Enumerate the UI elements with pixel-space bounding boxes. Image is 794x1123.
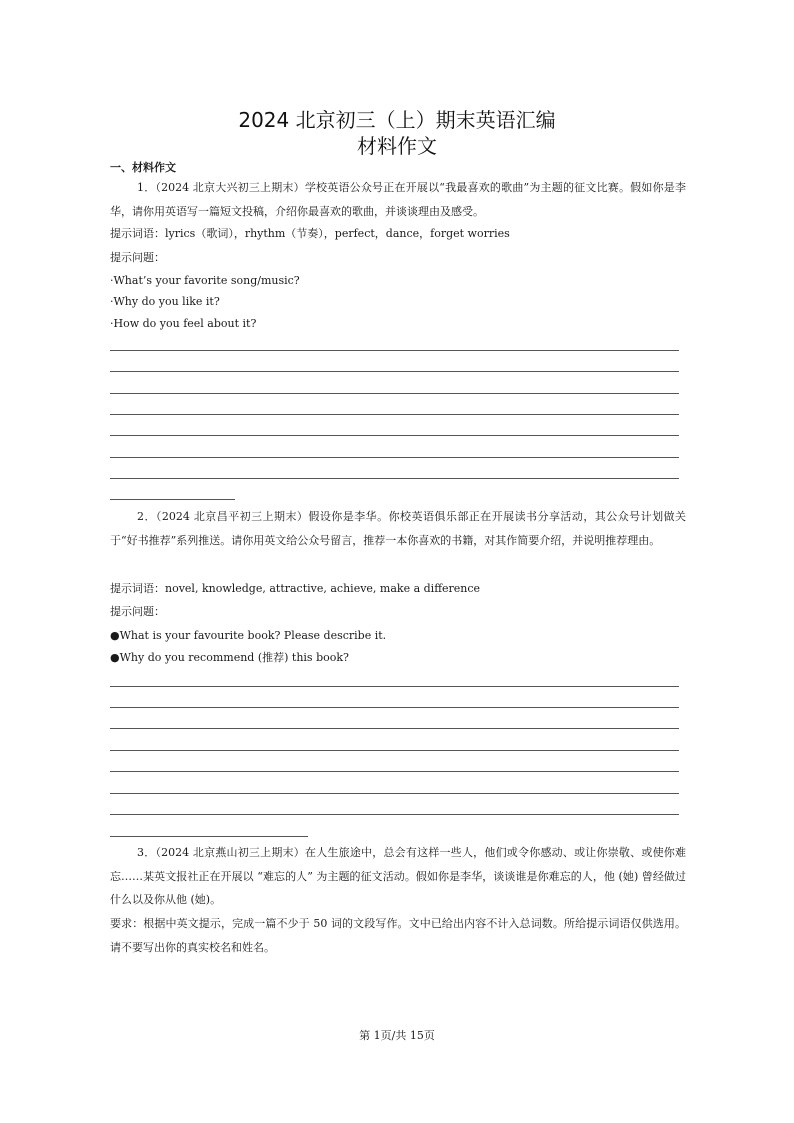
page-number: 第 1页/共 15页: [359, 1029, 435, 1042]
q1-hint-questions-label: 提示问题：: [110, 251, 165, 264]
q2-answer-line-end[interactable]: [110, 836, 308, 837]
q2-answer-line[interactable]: [110, 814, 679, 815]
q2-text: （2024 北京昌平初三上期末）假设你是李华。你校英语俱乐部正在开展读书分享活动，其公众号计划做关于“好书推荐”系列推送。请你用英文给公众号留言，推荐一本你喜欢的书籍，对其作简要介绍，并说明推荐理由。: [110, 510, 686, 547]
q1-answer-line[interactable]: [110, 478, 679, 479]
q1-answer-line[interactable]: [110, 371, 679, 372]
q1-prompt: [110, 176, 686, 223]
q3-prompt: [110, 841, 686, 912]
q3-text: （2024 北京燕山初三上期末）在人生旅途中，总会有这样一些人，他们或令你感动、或让你崇敬、或使你难忘……某英文报社正在开展以 “难忘的人” 为主题的征文活动。假如你是李华，谈谈谁是你难忘的人，他 (她) 曾经做过什么以及你从他 (她)。: [110, 846, 686, 906]
q2-question-1: ●What is your favourite book? Please describe it.: [110, 629, 387, 642]
page-subtitle: 材料作文: [357, 134, 437, 158]
section-heading: 一、材料作文: [110, 161, 176, 174]
q1-question-3: ·How do you feel about it?: [110, 317, 257, 330]
q1-hint-words: 提示词语：lyrics（歌词），rhythm（节奏），perfect，dance，forget worries: [110, 227, 510, 240]
q1-question-2: ·Why do you like it?: [110, 295, 220, 308]
q2-number: 2．: [137, 510, 156, 523]
q2-hint-questions-label: 提示问题：: [110, 605, 165, 618]
q1-answer-line[interactable]: [110, 350, 679, 351]
page-title: 2024 北京初三（上）期末英语汇编: [238, 108, 556, 132]
q2-answer-line[interactable]: [110, 750, 679, 751]
q2-answer-line[interactable]: [110, 728, 679, 729]
q2-prompt: [110, 505, 686, 552]
q2-answer-line[interactable]: [110, 707, 679, 708]
q1-answer-line[interactable]: [110, 457, 679, 458]
q1-text: （2024 北京大兴初三上期末）学校英语公众号正在开展以“我最喜欢的歌曲”为主题的征文比赛。假如你是李华，请你用英语写一篇短文投稿，介绍你最喜欢的歌曲，并谈谈理由及感受。: [110, 181, 686, 218]
q1-answer-line[interactable]: [110, 414, 679, 415]
q1-answer-line[interactable]: [110, 393, 679, 394]
q3-requirement: 要求：根据中英文提示，完成一篇不少于 50 词的文段写作。文中已给出内容不计入总词数。所给提示词语仅供选用。请不要写出你的真实校名和姓名。: [110, 917, 686, 954]
q1-question-1: ·What’s your favorite song/music?: [110, 274, 300, 287]
q2-answer-line[interactable]: [110, 686, 679, 687]
q1-answer-line[interactable]: [110, 435, 679, 436]
q3-number: 3．: [137, 846, 156, 859]
q2-answer-line[interactable]: [110, 771, 679, 772]
q2-hint-words: 提示词语：novel, knowledge, attractive, achieve, make a difference: [110, 582, 481, 595]
q2-question-2: ●Why do you recommend (推荐) this book?: [110, 651, 349, 664]
q1-number: 1．: [137, 181, 156, 194]
q1-answer-line-end[interactable]: [110, 499, 235, 500]
q2-answer-line[interactable]: [110, 793, 679, 794]
